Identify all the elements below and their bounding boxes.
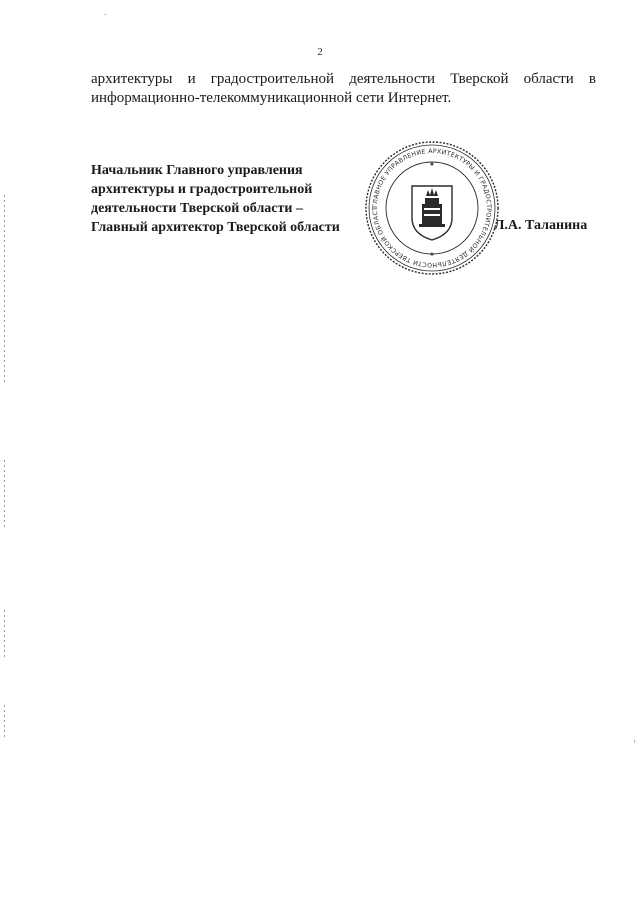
page-number: 2 bbox=[317, 46, 323, 58]
body-line-2: информационно-телекоммуникационной сети Интернет. bbox=[91, 90, 452, 106]
body-word: архитектуры bbox=[91, 71, 173, 87]
signature-title-line: Главный архитектор Тверской области bbox=[91, 220, 340, 235]
scan-artifact bbox=[104, 14, 106, 15]
signature-title-line: деятельности Тверской области – bbox=[91, 201, 303, 216]
scan-margin-mark bbox=[4, 610, 5, 660]
signer-name: Л.А. Таланина bbox=[494, 218, 588, 233]
signature-title-line: архитектуры и градостроительной bbox=[91, 182, 313, 197]
scan-margin-mark bbox=[634, 740, 635, 743]
body-line-1 bbox=[91, 70, 596, 89]
scan-margin-mark bbox=[4, 195, 5, 385]
body-paragraph bbox=[91, 70, 596, 108]
body-word: деятельности bbox=[349, 71, 436, 87]
body-word: области bbox=[523, 71, 574, 87]
body-word: Тверской bbox=[450, 71, 509, 87]
signature-title bbox=[91, 161, 340, 237]
body-word: градостроительной bbox=[210, 71, 335, 87]
svg-text:★: ★ bbox=[429, 161, 435, 168]
body-word: в bbox=[588, 71, 596, 87]
official-seal-icon bbox=[362, 138, 502, 278]
scan-margin-mark bbox=[4, 460, 5, 530]
body-word: и bbox=[187, 71, 196, 87]
svg-text:★: ★ bbox=[429, 251, 435, 258]
seal-ring-text: ГЛАВНОЕ УПРАВЛЕНИЕ АРХИТЕКТУРЫ И ГРАДОСТРОИТЕЛЬНОЙ ДЕЯТЕЛЬНОСТИ ТВЕРСКОЙ ОБЛАСТ bbox=[371, 147, 493, 269]
signature-title-line: Начальник Главного управления bbox=[91, 163, 303, 178]
scan-margin-mark bbox=[4, 705, 5, 740]
